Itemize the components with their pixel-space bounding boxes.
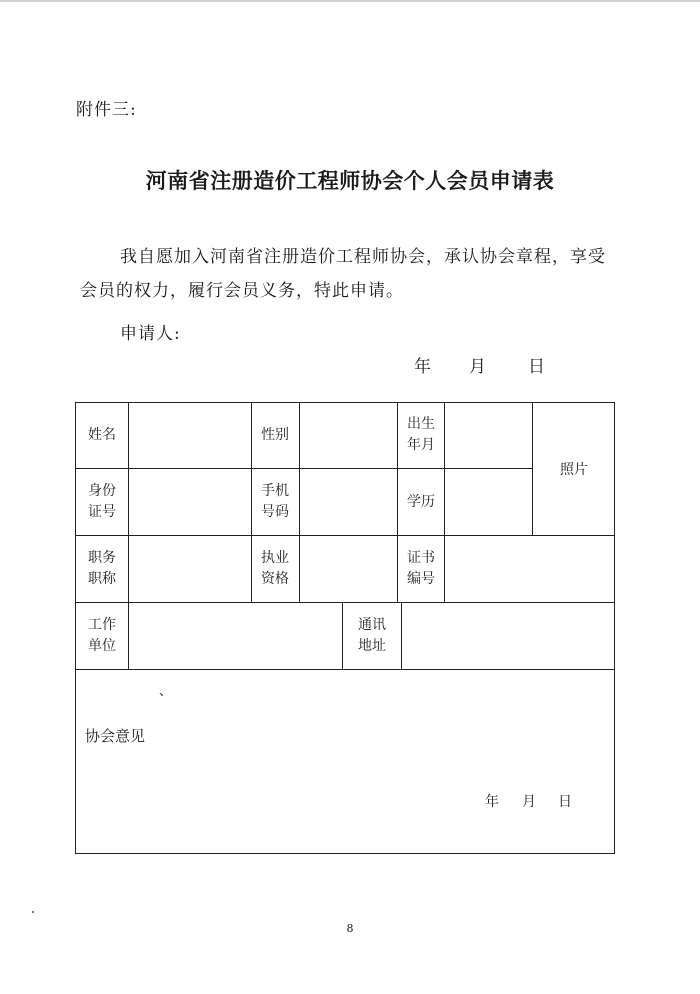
- practice-label-line1: 执业: [261, 550, 289, 566]
- table-rule: [299, 402, 300, 602]
- workplace-label-line1: 工作: [88, 617, 116, 633]
- address-label-line2: 地址: [358, 638, 386, 654]
- scan-speck: [32, 911, 34, 913]
- table-rule: [75, 669, 615, 670]
- birth-label-line1: 出生: [407, 416, 435, 432]
- table-rule: [75, 602, 615, 603]
- phone-label-line2: 号码: [261, 504, 289, 520]
- address-label-line1: 通讯: [358, 617, 386, 633]
- gender-label: 性别: [261, 427, 289, 443]
- cert-label-line1: 证书: [407, 550, 435, 566]
- opinion-date-year: 年: [485, 794, 499, 810]
- position-label-line2: 职称: [88, 571, 116, 587]
- workplace-label-line2: 单位: [88, 638, 116, 654]
- phone-label-line1: 手机: [261, 483, 289, 499]
- education-label: 学历: [407, 494, 435, 510]
- declaration-paragraph: 我自愿加入河南省注册造价工程师协会，承认协会章程，享受会员的权力，履行会员义务，特此申请。: [80, 247, 606, 301]
- page-number: 8: [346, 922, 354, 935]
- table-rule: [342, 602, 343, 669]
- attachment-label: 附件三:: [76, 100, 137, 120]
- association-opinion-label: 协会意见: [85, 727, 146, 745]
- table-rule: [128, 602, 129, 669]
- table-rule: [444, 402, 445, 602]
- id-label-line2: 证号: [88, 504, 116, 520]
- application-form-table: [75, 402, 615, 854]
- id-label-line1: 身份: [88, 483, 116, 499]
- opinion-date-month: 月: [522, 794, 536, 810]
- name-label: 姓名: [88, 427, 116, 443]
- table-rule: [397, 402, 398, 602]
- date-day-label: 日: [528, 357, 545, 377]
- applicant-label: 申请人:: [120, 324, 181, 344]
- page-title: 河南省注册造价工程师协会个人会员申请表: [145, 168, 555, 193]
- table-rule: [75, 468, 532, 469]
- table-rule: [75, 535, 615, 536]
- date-month-label: 月: [469, 357, 486, 377]
- table-rule: [251, 402, 252, 602]
- cert-label-line2: 编号: [407, 571, 435, 587]
- opinion-date-day: 日: [558, 794, 572, 810]
- birth-label-line2: 年月: [407, 437, 435, 453]
- table-border-bottom: [75, 853, 615, 854]
- table-border-right: [614, 402, 615, 854]
- table-border-left: [75, 402, 76, 854]
- table-border-top: [75, 402, 615, 403]
- opinion-mark: 、: [159, 684, 173, 699]
- practice-label-line2: 资格: [261, 571, 289, 587]
- scan-top-edge: [0, 0, 700, 2]
- date-year-label: 年: [414, 357, 431, 377]
- photo-label: 照片: [560, 462, 588, 478]
- table-rule: [401, 602, 402, 669]
- table-rule: [532, 402, 533, 535]
- position-label-line1: 职务: [88, 550, 116, 566]
